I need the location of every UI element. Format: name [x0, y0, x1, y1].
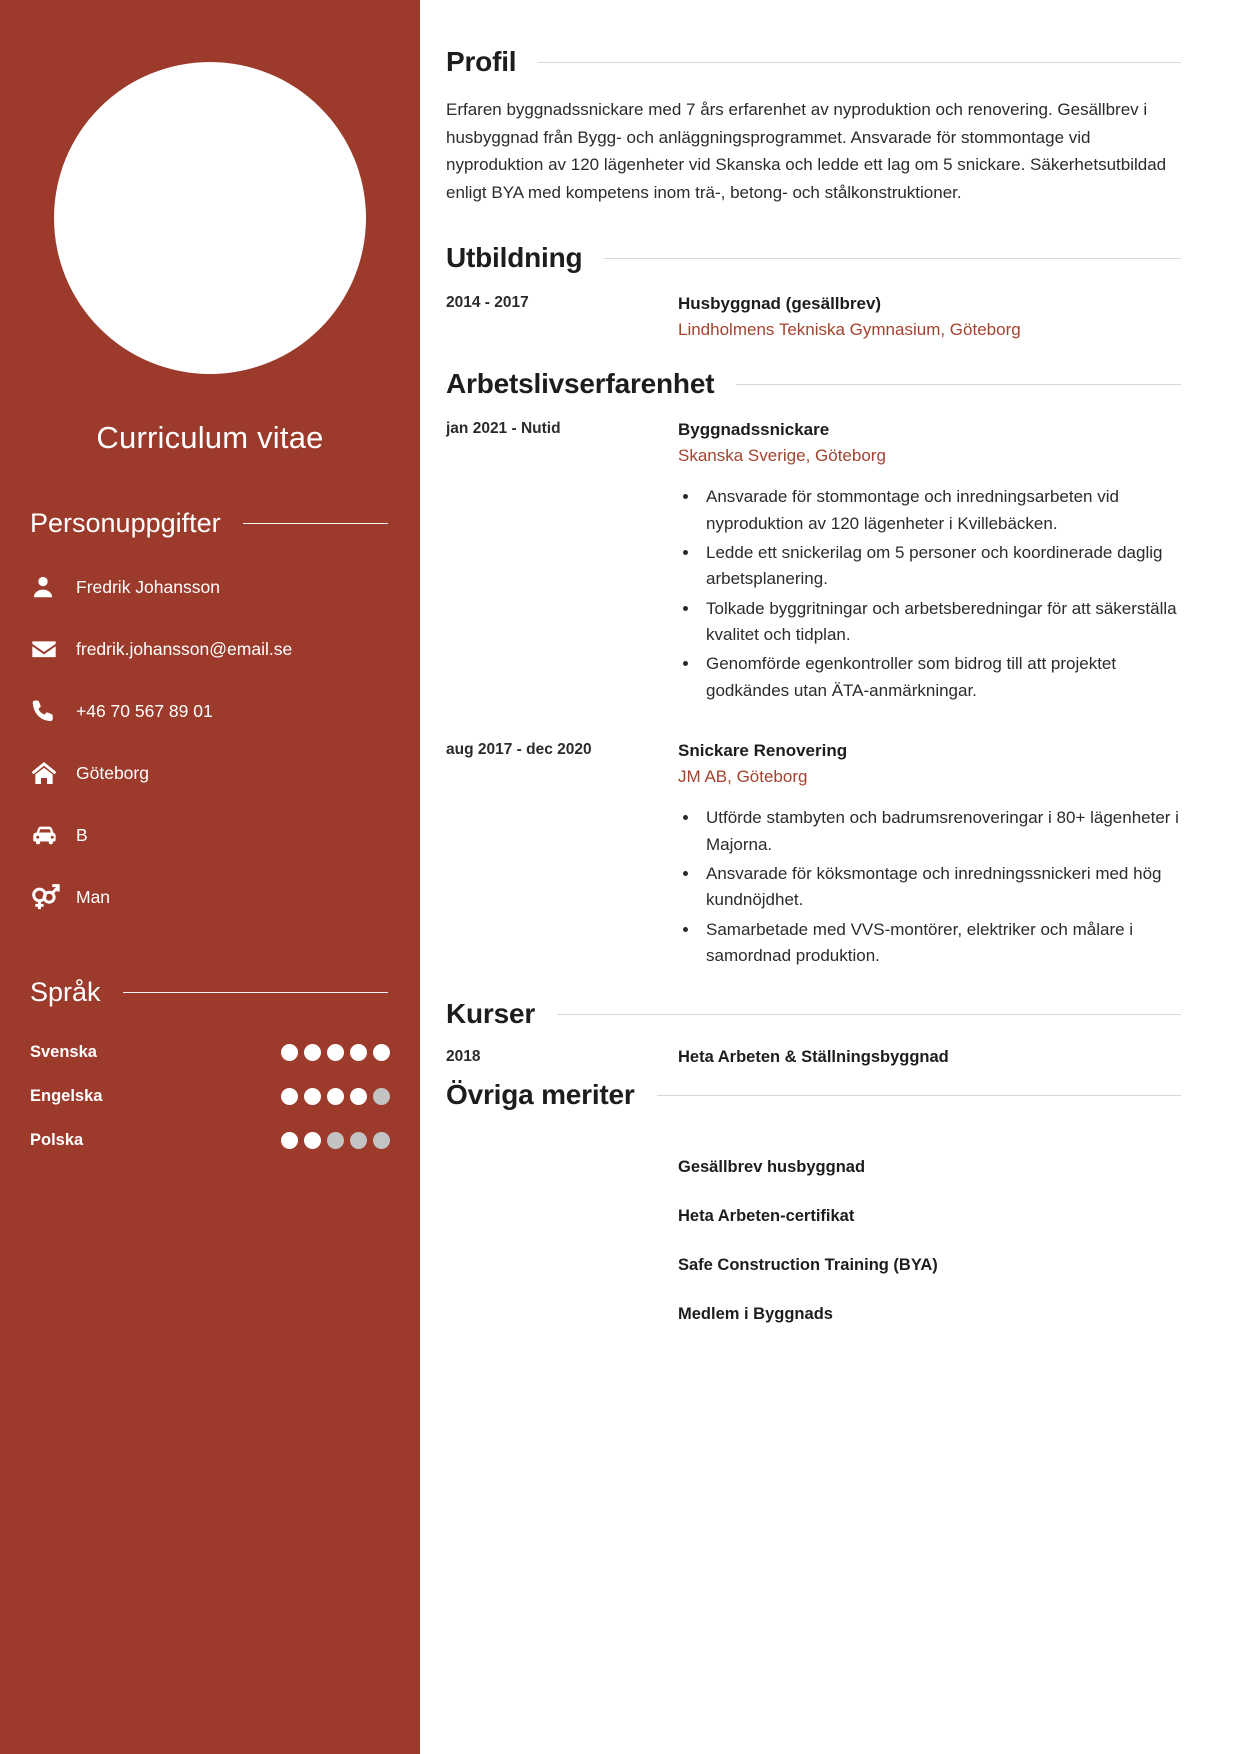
- language-row: [30, 1118, 390, 1162]
- experience-bullets: [700, 805, 1181, 969]
- merit-entry: [446, 1143, 1181, 1192]
- contact-row-gender: [30, 869, 390, 925]
- bullet-item: • Genomförde egenkontroller som bidrog till att projektet godkändes utan ÄTA-anmärkningar.: [700, 651, 1181, 704]
- other-merits-heading-label: Övriga meriter: [446, 1079, 635, 1111]
- merit-period: [446, 1192, 678, 1241]
- education-heading-label: Utbildning: [446, 242, 583, 274]
- experience-entry: [446, 418, 1181, 707]
- heading-rule: [736, 384, 1181, 385]
- cv-title: Curriculum vitae: [96, 420, 324, 455]
- language-name: Polska: [30, 1130, 84, 1149]
- profile-heading-label: Profil: [446, 46, 517, 77]
- heading-rule: [557, 1014, 1181, 1015]
- merit-period: [446, 1290, 678, 1339]
- merit-entry: [446, 1192, 1181, 1241]
- experience-organisation: Skanska Sverige, Göteborg: [678, 445, 886, 465]
- heading-rule: [243, 523, 388, 524]
- rating-dot-filled: [281, 1044, 298, 1061]
- courses-heading-label: Kurser: [446, 998, 536, 1030]
- contact-value-driving-licence: B: [76, 824, 88, 845]
- contact-value-city: Göteborg: [76, 762, 149, 783]
- merit-title: Gesällbrev husbyggnad: [678, 1158, 866, 1177]
- heading-rule: [123, 992, 388, 993]
- bullet-item: • Ansvarade för köksmontage och inredningssnickeri med hög kundnöjdhet.: [700, 861, 1181, 914]
- experience-organisation: JM AB, Göteborg: [678, 766, 808, 786]
- language-list: [0, 1022, 420, 1162]
- language-row: [30, 1030, 390, 1074]
- bullet-item: • Tolkade byggritningar och arbetsberedningar för att säkerställa kvalitet och tidplan.: [700, 596, 1181, 649]
- language-rating: [281, 1132, 390, 1149]
- heading-rule: [538, 62, 1181, 63]
- bullet-item: • Samarbetade med VVS-montörer, elektriker och målare i samordnad produktion.: [700, 917, 1181, 970]
- rating-dot-filled: [373, 1044, 390, 1061]
- person-icon: [30, 574, 72, 600]
- contact-row-name: [30, 559, 390, 615]
- rating-dot-filled: [281, 1088, 298, 1105]
- rating-dot-empty: [373, 1132, 390, 1149]
- section-courses: [446, 998, 1181, 1067]
- experience-heading-label: Arbetslivserfarenhet: [446, 368, 715, 400]
- education-detail: [678, 292, 1181, 342]
- rating-dot-empty: [327, 1132, 344, 1149]
- bullet-item: • Ansvarade för stommontage och inredningsarbeten vid nyproduktion av 120 lägenheter i Kvillebäcken.: [700, 484, 1181, 537]
- rating-dot-filled: [350, 1044, 367, 1061]
- language-row: [30, 1074, 390, 1118]
- course-title: Heta Arbeten & Ställningsbyggnad: [678, 1048, 949, 1067]
- experience-entry: [446, 739, 1181, 972]
- merit-period: [446, 1241, 678, 1290]
- rating-dot-filled: [281, 1132, 298, 1149]
- sidebar: [0, 0, 420, 1754]
- gender-icon: [30, 882, 72, 912]
- section-other-merits: [446, 1079, 1181, 1339]
- home-icon: [30, 759, 72, 787]
- rating-dot-empty: [350, 1132, 367, 1149]
- merit-entry: [446, 1241, 1181, 1290]
- contact-value-gender: Man: [76, 886, 111, 907]
- experience-heading: [446, 368, 1181, 400]
- courses-heading: [446, 998, 1181, 1030]
- experience-period: aug 2017 - dec 2020: [446, 741, 592, 759]
- language-name: Svenska: [30, 1042, 97, 1061]
- experience-detail: [678, 418, 1181, 707]
- contact-row-city: [30, 745, 390, 801]
- course-entry: [446, 1048, 1181, 1067]
- envelope-icon: [30, 635, 72, 663]
- education-title: Husbyggnad (gesällbrev): [678, 294, 882, 314]
- language-heading-label: Språk: [30, 977, 101, 1007]
- education-organisation: Lindholmens Tekniska Gymnasium, Göteborg: [678, 319, 1021, 339]
- contact-list: [0, 553, 420, 925]
- experience-detail: [678, 739, 1181, 972]
- bullet-item: • Utförde stambyten och badrumsrenoveringar i 80+ lägenheter i Majorna.: [700, 805, 1181, 858]
- experience-bullets: [700, 484, 1181, 704]
- car-icon: [30, 820, 72, 850]
- education-period: 2014 - 2017: [446, 294, 529, 312]
- rating-dot-filled: [304, 1088, 321, 1105]
- profile-photo-wrapper: [0, 0, 420, 374]
- rating-dot-filled: [327, 1088, 344, 1105]
- personal-details-heading-label: Personuppgifter: [30, 508, 221, 538]
- merit-title: Medlem i Byggnads: [678, 1305, 833, 1324]
- contact-value-name: Fredrik Johansson: [76, 576, 220, 597]
- phone-icon: [30, 698, 72, 724]
- section-experience: [446, 368, 1181, 972]
- main-content: [420, 0, 1241, 1754]
- rating-dot-empty: [373, 1088, 390, 1105]
- language-name: Engelska: [30, 1086, 103, 1105]
- contact-row-phone: [30, 683, 390, 739]
- merit-entry: [446, 1290, 1181, 1339]
- experience-title: Snickare Renovering: [678, 741, 848, 761]
- personal-details-heading: [0, 508, 420, 539]
- merit-title: Heta Arbeten-certifikat: [678, 1207, 855, 1226]
- heading-rule: [604, 258, 1181, 259]
- course-period: 2018: [446, 1048, 481, 1066]
- contact-value-email: fredrik.johansson@email.se: [76, 638, 293, 659]
- contact-row-email: [30, 621, 390, 677]
- section-profile: [446, 46, 1181, 206]
- rating-dot-filled: [350, 1088, 367, 1105]
- profile-text: Erfaren byggnadssnickare med 7 års erfarenhet av nyproduktion och renovering. Gesällbrev i husbyggnad från Bygg- och anläggningsprogrammet. Ansvarade för stommontage vid nyproduktion av 120 lägenheter vid Skanska och ledde ett lag om 5 snickare. Säkerhetsutbildad enligt BYA med kompetens inom trä-, betong- och stålkonstruktioner.: [446, 100, 1167, 202]
- rating-dot-filled: [327, 1044, 344, 1061]
- profile-heading: [446, 46, 1181, 78]
- experience-period: jan 2021 - Nutid: [446, 420, 561, 438]
- profile-photo: [54, 62, 366, 374]
- contact-value-phone: +46 70 567 89 01: [76, 700, 213, 721]
- rating-dot-filled: [304, 1132, 321, 1149]
- language-heading: [0, 977, 420, 1008]
- language-rating: [281, 1088, 390, 1105]
- language-rating: [281, 1044, 390, 1061]
- bullet-item: • Ledde ett snickerilag om 5 personer och koordinerade daglig arbetsplanering.: [700, 540, 1181, 593]
- education-entry: [446, 292, 1181, 342]
- experience-title: Byggnadssnickare: [678, 420, 830, 440]
- rating-dot-filled: [304, 1044, 321, 1061]
- heading-rule: [657, 1095, 1181, 1096]
- section-education: [446, 242, 1181, 342]
- education-heading: [446, 242, 1181, 274]
- contact-row-driving-licence: [30, 807, 390, 863]
- merit-title: Safe Construction Training (BYA): [678, 1256, 938, 1275]
- merit-period: [446, 1143, 678, 1192]
- other-merits-heading: [446, 1079, 1181, 1111]
